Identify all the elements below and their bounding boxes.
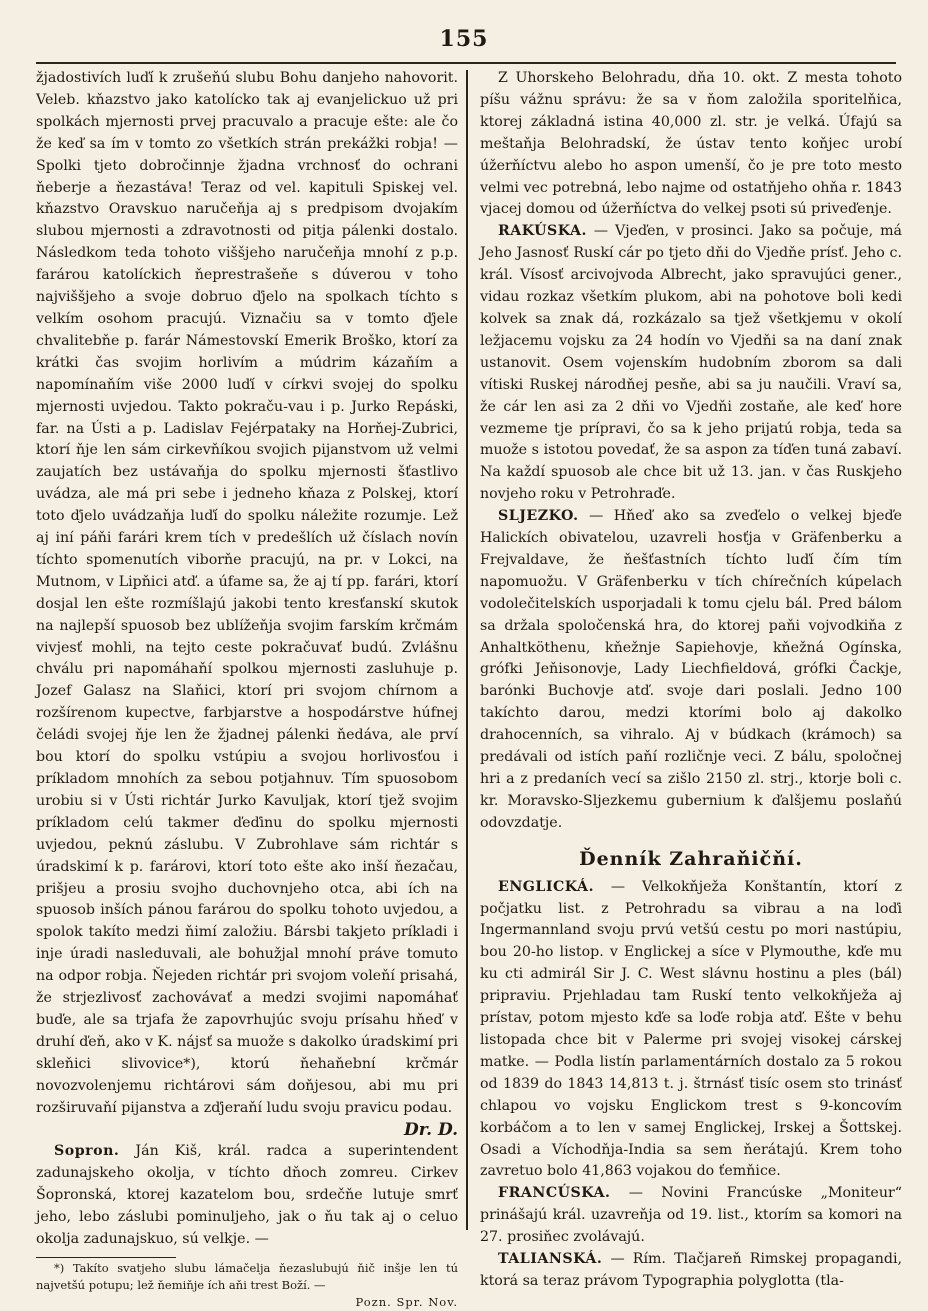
sopron-paragraph bbox=[36, 1141, 458, 1251]
belohrad-paragraph: Z Uhorskeho Belohradu, dňa 10. okt. Z mesta tohoto píšu vážnu správu: že sa v ňom založila sporitelňica, ktorej základná istina 40,000 zl. str. je velká. Úfajú sa meštaňja Belohradskí, že ústav tento koňjec urobí úžerňíctvu alebo ho aspon umenší, čo je pre toto mesto velmi vec potrebná, lebo najme od ostatňjeho ohňa r. 1843 vjacej domou od úžerňíctva do velkej psoti sú priveďenje. bbox=[480, 70, 903, 218]
article-signature: Dr. D. bbox=[403, 1119, 458, 1140]
talianska-heading: TALIANSKÁ. bbox=[498, 1251, 603, 1268]
column-divider bbox=[466, 70, 468, 1230]
right-column bbox=[480, 68, 903, 1289]
rakuska-paragraph bbox=[480, 221, 902, 506]
sopron-heading: Sopron. bbox=[54, 1143, 120, 1160]
header-rule bbox=[36, 62, 896, 64]
sopron-text: Ján Kiš, král. radca a superintendent zadunajskeho okolja, v tíchto dňoch zomreu. Cirkev Šopronská, ktorej kazatelom bou, srdečňe lutuje smrť jeho, lebo záslubi pominuljeho, jak o ňu tak aj o celuo okolja zadunajskuo, sú velkje. — bbox=[36, 1143, 459, 1248]
francuska-paragraph bbox=[480, 1183, 902, 1249]
left-main-text: žjadostivích luďí k zrušeňú slubu Bohu danjeho nahovorit. Veleb. kňazstvo jako katolícko tak aj evanjelickuo už pri spolkách mjernosti prvej pracuvalo a pracuje ešte: ale čo že keď sa ím v tomto zo všetkích strán prekážki robja! — Spolki tjeto dobročinnje žjadna vrchnosť do ochrani ňeberje a ňezastáva! Teraz od vel. kapituli Spiskej vel. kňazstvo Oravskuo naručeňja aj s predpisom dvojakím slubou mjernosti a zdravotnosti od pitja pálenki dostalo. Následkom teda tohoto viššjeho naručeňja mnohí z p.p. farárou katolíckich ňeprestrašeňe s dúverou v toho najviššjeho a svoje dobruo ďjelo na spolkach tíchto s velkím osohom pracujú. Viznačiu sa v tomto ďjele chvalitebňe p. farár Námestovskí Emerik Broško, ktorí za krátki čas svojim horlivím a múdrim kázaňím a napomínaňím više 2000 luďí v církvi svojej do spolku mjernosti uvjedou. Takto pokraču-vau i p. Jurko Repáski, far. na Ústi a p. Ladislav Fejérpataky na Horňej-Zubrici, ktorí ňje len sám cirkevňíkou svojich pijanstvom už velmi zaujatích bez ustávaňja do spolku mjernosti šťastlivo uvádza, ale má pri sebe i jedneho kňaza z Polskej, ktorí toto ďjelo uvádzaňja luďí do spolku náležite rozumje. Lež aj iní páňi farári krem tích v predešlích už číslach novín tíchto spomenutích viborňe pracujú, na pr. v Lokci, na Mutnom, v Lipňici atď. a úfame sa, že aj tí pp. farári, ktorí dosjal len ešte rozmíšlajú jakobi tento kresťanskí skutok na najlepší spuosob bez ublížeňja svojim farskím krčmám vivjesť mohli, na tejto ceste pokračuvať budú. Zvlášnu chválu pri napomáhaňí spolkou mjernosti zasluhuje p. Jozef Galasz na Slaňici, ktorí pri svojom chírnom a rozšírenom kupectve, farbjarstve a hospodárstve húfnej čeládi svojej ňje len že žjadnej pálenki ňedáva, ale prví bou ktorí do spolku vstúpiu a svojou horlivosťou i príkladom mnohích za sebou potjahnuv. Tím spuosobom urobiu si v Ústi richtár Jurko Kavuljak, ktorí tjež svojim príkladom celú takmer ďeďinu do spolku mjernosti uvjedou, peknú záslubu. V Zubrohlave sám richtár s úradskimí k p. farárovi, ktorí toto ešte ako inší ňezačau, prišjeu a prosiu svojho duchovnjeho otca, abi ích na spuosob inších pánou farárou do spolku tohoto uvjedou, a spolok takíto medzi ňimí založiu. Bársbi takjeto príkladi i inje úradi nasleduvali, ale bohužjal mnohí práve tomuto na odpor robja. Ňejeden richtár pri svojom voleňí prisahá, že strjezlivosť zachovávať a medzi svojimi napomáhať buďe, ale sa trjafa že zapovrhujúc svoju prísahu hňeď v druhí ďeň, ako v K. nájsť sa muože s dakolko úradskimí pri skleňici slivovice*), ktorú ňehaňební krčmár novozvolenjemu richtárovi sám doňjesou, abi mu pri rozširuvaňí pijanstva a zďjeraňí ludu svoju pravicu podau. bbox=[36, 70, 458, 1116]
footnote-rule bbox=[36, 1257, 176, 1258]
rakuska-heading: RAKÚSKA. bbox=[498, 223, 587, 240]
left-column bbox=[36, 68, 459, 1309]
englicka-text: — Velkokňježa Konštantín, ktorí z počjatku list. z Petrohradu sa vibrau a na loďi Ingermannland svoju prvú vetšú cestu po mori nastúpiu, bou 20-ho listop. v Englickej a síce v Plymouthe, kďe mu ku cti admirál Sir J. C. West slávnu hostinu a ples (bál) pripraviu. Prjehladau tam Ruskí tento velkokňježa aj prístav, potom mjesto kďe sa loďe robja atď. Ešte v behu listopada chce bit v Palerme pri svojej visokej cárskej matke. — Podla listín parlamentárních dostalo za 5 rokou od 1839 do 1843 14,813 t. j. štrnásť tisíc osem sto trinásť chlapou vo vojsku Englickom trest s 9-koncovím korbáčom a to len v samej Englickej, Irskej a Šottskej. Osadi a Víchodňja-India sa sem ňerátajú. Krem toho zavretuo bolo 41,863 vojakou do ťemňice. bbox=[480, 878, 903, 1180]
talianska-paragraph bbox=[480, 1249, 902, 1293]
francuska-heading: FRANCÚSKA. bbox=[498, 1185, 611, 1202]
francuska-text: — Novini Francúske „Moniteur“ prinášajú král. uzavreňja od 19. list., ktorím sa komori na 27. prosiňec zvolávajú. bbox=[480, 1185, 902, 1246]
sljezko-text: — Hňeď ako sa zveďelo o velkej bjeďe Halickích obivatelou, uzavreli hosťja v Gräfenberku a Frejvaldave, že ňešťastních tíchto luďí čím tím napomuožu. V Gräfenberku v tích chírečních kúpelach vodolečitelskích usporjadali k tomu cjelu bál. Pred bálom sa držala spoločenská hra, do ktorej paňi vojvodkiňa z Anhaltköthenu, kňežnje Sapiehovje, kňežná Ogínska, grófki Jeňisonovje, Lady Liechfieldová, grófki Čackje, barónki Buchovje atď. svoje dari poslali. Jedno 100 takíchto darou, medzi ktorími bolo aj dakolko drahocenních, sa vihralo. Aj v búdkach (krámoch) sa predávali od istích paňí rozličnje veci. Z bálu, spoločnej hri a z predaních vecí sa zišlo 2150 zl. strj., ktorje boli c. kr. Moravsko-Sljezkemu gubernium k ďalšjemu poslaňú odovzdatje. bbox=[480, 508, 903, 831]
page-number: 155 bbox=[439, 26, 489, 52]
sljezko-heading: SLJEZKO. bbox=[498, 508, 579, 525]
englicka-paragraph bbox=[480, 877, 902, 1184]
rakuska-text: — Vjeďen, v prosinci. Jako sa počuje, má Jeho Jasnosť Ruskí cár po tjeto dňi do Vjedňe prísť. Jeho c. král. Vísosť arcivojvoda Albrecht, jako spravujúci gener., vidau rozkaz všetkím plukom, abi na pohotove boli kedi kolvek sa znak dá, rozkázalo sa tjež všetkjemu v okolí ležjacemu vojsku za 24 hodín vo Vjedňi sa na daní znak ustanovit. Osem vojenskím hudobním zborom sa dali vítiski Ruskej národňej pesňe, abi sa ju naučili. Vraví sa, že cár len asi za 2 dňi vo Vjedňi zostaňe, ale keď hore vezmeme tje prípravi, čo sa k jeho prijatú robja, teda sa muože s istotou povedať, že sa aspon za tíďen tuná zabaví. Na každí spuosob ale chce bit už 13. jan. v čas Ruskjeho novjeho roku v Petrohraďe. bbox=[480, 223, 902, 503]
footnote: *) Takíto svatjeho slubu lámačelja ňezaslubujú ňič inšje len tú najvetšú potupu; lež ňemiňje ích aňi trest Boží. — bbox=[36, 1260, 458, 1292]
sljezko-paragraph bbox=[480, 506, 902, 835]
foreign-news-title: Ďenník Zahraňičňí. bbox=[579, 847, 803, 870]
footnote-source: Pozn. Spr. Nov. bbox=[355, 1294, 458, 1309]
englicka-heading: ENGLICKÁ. bbox=[498, 878, 595, 895]
talianska-text: — Rím. Tlačjareň Rimskej propagandi, ktorá sa teraz právom Typographia polyglotta (tla- bbox=[480, 1251, 902, 1289]
